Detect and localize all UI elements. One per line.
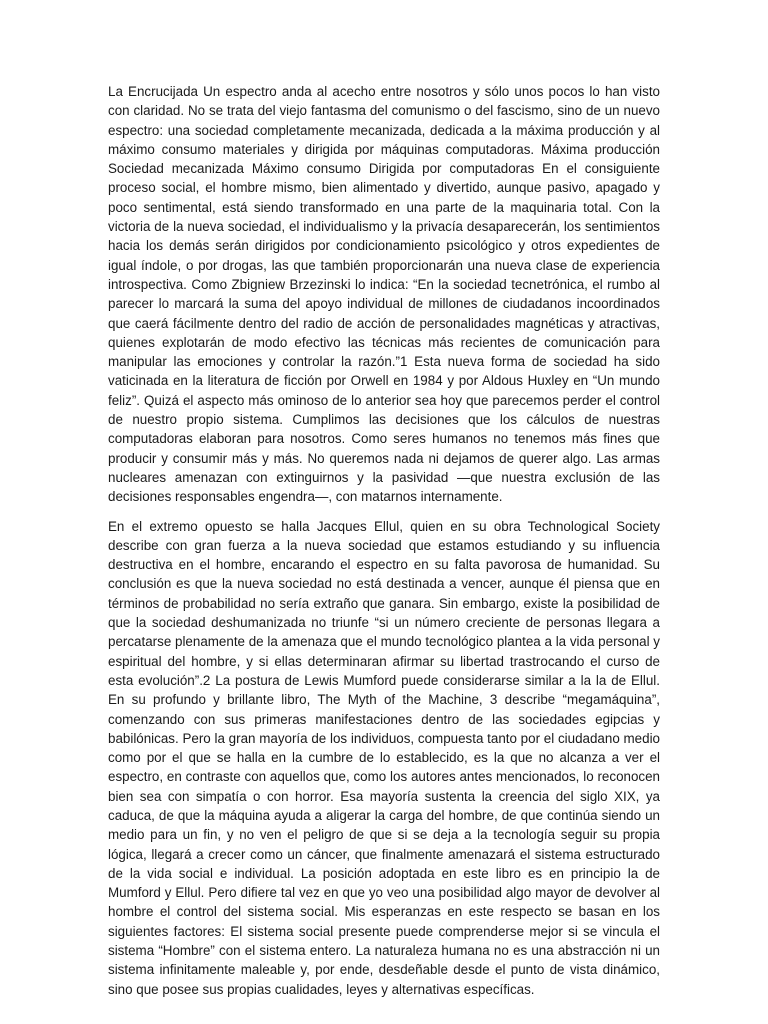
document-page: [108, 82, 660, 1009]
paragraph-2: En el extremo opuesto se halla Jacques Ellul, quien en su obra Technological Society describe con gran fuerza a la nueva sociedad que estamos estudiando y su influencia destructiva en el hombre, encarando el espectro en su falta pavorosa de humanidad. Su conclusión es que la nueva sociedad no está destinada a vencer, aunque él piensa que en términos de probabilidad no sería extraño que ganara. Sin embargo, existe la posibilidad de que la sociedad deshumanizada no triunfe “si un número creciente de personas llegara a percatarse plenamente de la amenaza que el mundo tecnológico plantea a la vida personal y espiritual del hombre, y si ellas determinaran afirmar su libertad trastrocando el curso de esta evolución”.2 La postura de Lewis Mumford puede considerarse similar a la la de Ellul. En su profundo y brillante libro, The Myth of the Machine, 3 describe “megamáquina”, comenzando con sus primeras manifestaciones dentro de las sociedades egipcias y babilónicas. Pero la gran mayoría de los individuos, compuesta tanto por el ciudadano medio como por el que se halla en la cumbre de lo establecido, es la que no alcanza a ver el espectro, en contraste con aquellos que, como los autores antes mencionados, lo reconocen bien sea con simpatía o con horror. Esa mayoría sustenta la creencia del siglo XIX, ya caduca, de que la máquina ayuda a aligerar la carga del hombre, de que continúa siendo un medio para un fin, y no ven el peligro de que si se deja a la tecnología seguir su propia lógica, llegará a crecer como un cáncer, que finalmente amenazará el sistema estructurado de la vida social e individual. La posición adoptada en este libro es en principio la de Mumford y Ellul. Pero difiere tal vez en que yo veo una posibilidad algo mayor de devolver al hombre el control del sistema social. Mis esperanzas en este respecto se basan en los siguientes factores: El sistema social presente puede comprenderse mejor si se vincula el sistema “Hombre” con el sistema entero. La naturaleza humana no es una abstracción ni un sistema infinitamente maleable y, por ende, desdeñable desde el punto de vista dinámico, sino que posee sus propias cualidades, leyes y alternativas específicas.: [108, 518, 660, 997]
paragraph-1: La Encrucijada Un espectro anda al acecho entre nosotros y sólo unos pocos lo han visto con claridad. No se trata del viejo fantasma del comunismo o del fascismo, sino de un nuevo espectro: una sociedad completamente mecanizada, dedicada a la máxima producción y al máximo consumo materiales y dirigida por máquinas computadoras. Máxima producción Sociedad mecanizada Máximo consumo Dirigida por computadoras En el consiguiente proceso social, el hombre mismo, bien alimentado y divertido, aunque pasivo, apagado y poco sentimental, está siendo transformado en una parte de la maquinaria total. Con la victoria de la nueva sociedad, el individualismo y la privacía desaparecerán, los sentimientos hacia los demás serán dirigidos por condicionamiento psicológico y otros expedientes de igual índole, o por drogas, las que también proporcionarán una nueva clase de experiencia introspectiva. Como Zbigniew Brzezinski lo indica: “En la sociedad tecnetrónica, el rumbo al parecer lo marcará la suma del apoyo individual de millones de ciudadanos incoordinados que caerá fácilmente dentro del radio de acción de personalidades magnéticas y atractivas, quienes explotarán de modo efectivo las técnicas más recientes de comunicación para manipular las emociones y controlar la razón.”1 Esta nueva forma de sociedad ha sido vaticinada en la literatura de ficción por Orwell en 1984 y por Aldous Huxley en “Un mundo feliz”. Quizá el aspecto más ominoso de lo anterior sea hoy que parecemos perder el control de nuestro propio sistema. Cumplimos las decisiones que los cálculos de nuestras computadoras elaboran para nosotros. Como seres humanos no tenemos más fines que producir y consumir más y más. No queremos nada ni dejamos de querer algo. Las armas nucleares amenazan con extinguirnos y la pasividad —que nuestra exclusión de las decisiones responsables engendra—, con matarnos internamente.: [108, 84, 660, 505]
